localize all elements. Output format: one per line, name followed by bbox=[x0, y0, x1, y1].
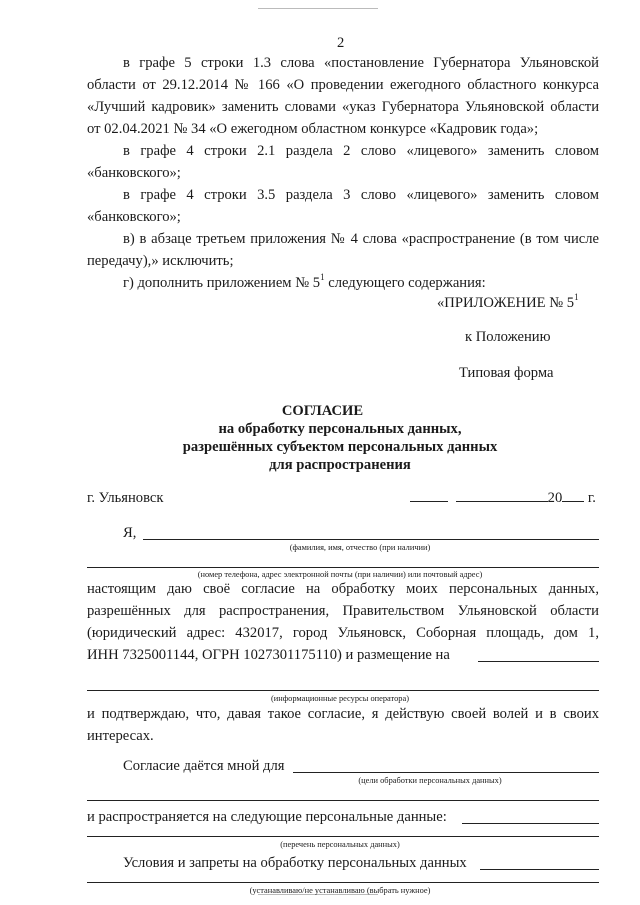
page-number: 2 bbox=[337, 35, 345, 51]
consent-line: настоящим даю своё согласие на обработку моих персональных данных, bbox=[87, 581, 599, 597]
consent-title: СОГЛАСИЕ bbox=[281, 403, 364, 419]
resources-caption: (информационные ресурсы оператора) bbox=[271, 694, 409, 703]
amendment-line: «банковского»; bbox=[87, 209, 181, 225]
fio-field[interactable] bbox=[143, 539, 599, 540]
form-type: Типовая форма bbox=[459, 365, 554, 381]
confirm-line: интересах. bbox=[87, 728, 154, 744]
confirm-line: и подтверждаю, что, давая такое согласие, я действую своей волей и в своих bbox=[87, 706, 599, 722]
date-month-blank[interactable] bbox=[456, 487, 548, 502]
list-caption: (перечень персональных данных) bbox=[280, 840, 400, 849]
amendment-line: «банковского»; bbox=[87, 165, 181, 181]
amendment-line: в графе 5 строки 1.3 слова «постановление Губернатора Ульяновской bbox=[123, 55, 599, 71]
item-g: г) дополнить приложением № $5^1$ следующего содержания: bbox=[123, 272, 486, 291]
resources-field-inline[interactable] bbox=[478, 661, 599, 662]
amendment-line: области от 29.12.2014 № 166 «О проведении ежегодного областного конкурса bbox=[87, 77, 599, 93]
conditions-field-inline[interactable] bbox=[480, 869, 599, 870]
i-label: Я, bbox=[123, 525, 137, 541]
consent-subtitle-2: разрешённых субъектом персональных данных bbox=[182, 439, 498, 455]
date-field[interactable]: 20 г. bbox=[410, 487, 596, 509]
appendix-title: «ПРИЛОЖЕНИЕ № $5^1$ bbox=[437, 292, 579, 311]
amendment-line: в графе 4 строки 2.1 раздела 2 слово «лицевого» заменить словом bbox=[123, 143, 599, 159]
date-year-blank[interactable] bbox=[562, 487, 584, 502]
purpose-label: Согласие даётся мной для bbox=[123, 758, 285, 774]
amendment-line: в графе 4 строки 3.5 раздела 3 слово «лицевого» заменить словом bbox=[123, 187, 599, 203]
distributed-field-inline[interactable] bbox=[462, 823, 599, 824]
contact-caption: (номер телефона, адрес электронной почты (при наличии) или почтовый адрес) bbox=[197, 570, 483, 579]
amendment-line: «Лучший кадровик» заменить словами «указ Губернатора Ульяновской области bbox=[87, 99, 599, 115]
amendment-line: передачу),» исключить; bbox=[87, 253, 234, 269]
consent-line: (юридический адрес: 432017, город Ульяновск, Соборная площадь, дом 1, bbox=[87, 625, 599, 641]
consent-subtitle-1: на обработку персональных данных, bbox=[218, 421, 462, 437]
amendment-line: от 02.04.2021 № 34 «О ежегодном областном конкурсе «Кадровик года»; bbox=[87, 121, 539, 137]
fio-caption: (фамилия, имя, отчество (при наличии) bbox=[289, 543, 431, 552]
conditions-field[interactable] bbox=[87, 882, 599, 883]
purpose-field[interactable] bbox=[293, 772, 599, 773]
place-label: г. Ульяновск bbox=[87, 490, 164, 506]
purpose-caption: (цели обработки персональных данных) bbox=[358, 776, 502, 785]
contact-field[interactable] bbox=[87, 567, 599, 568]
conditions-label: Условия и запреты на обработку персональных данных bbox=[123, 855, 467, 871]
amendment-line: в) в абзаце третьем приложения № 4 слова «распространение (в том числе bbox=[123, 231, 599, 247]
appendix-subtitle: к Положению bbox=[465, 329, 551, 345]
consent-line: разрешённых для распространения, Правительством Ульяновской области bbox=[87, 603, 599, 619]
distributed-label: и распространяется на следующие персональные данные: bbox=[87, 809, 447, 825]
conditions-caption: (устанавливаю/не устанавливаю (выбрать нужное) bbox=[249, 886, 431, 895]
consent-subtitle-3: для распространения bbox=[269, 457, 411, 473]
date-day-blank[interactable] bbox=[410, 487, 448, 502]
consent-line: ИНН 7325001144, ОГРН 1027301175110) и размещение на bbox=[87, 647, 450, 663]
distributed-field[interactable] bbox=[87, 836, 599, 837]
scan-artifact-top bbox=[258, 8, 378, 9]
purpose-field-2[interactable] bbox=[87, 800, 599, 801]
resources-field[interactable] bbox=[87, 690, 599, 691]
